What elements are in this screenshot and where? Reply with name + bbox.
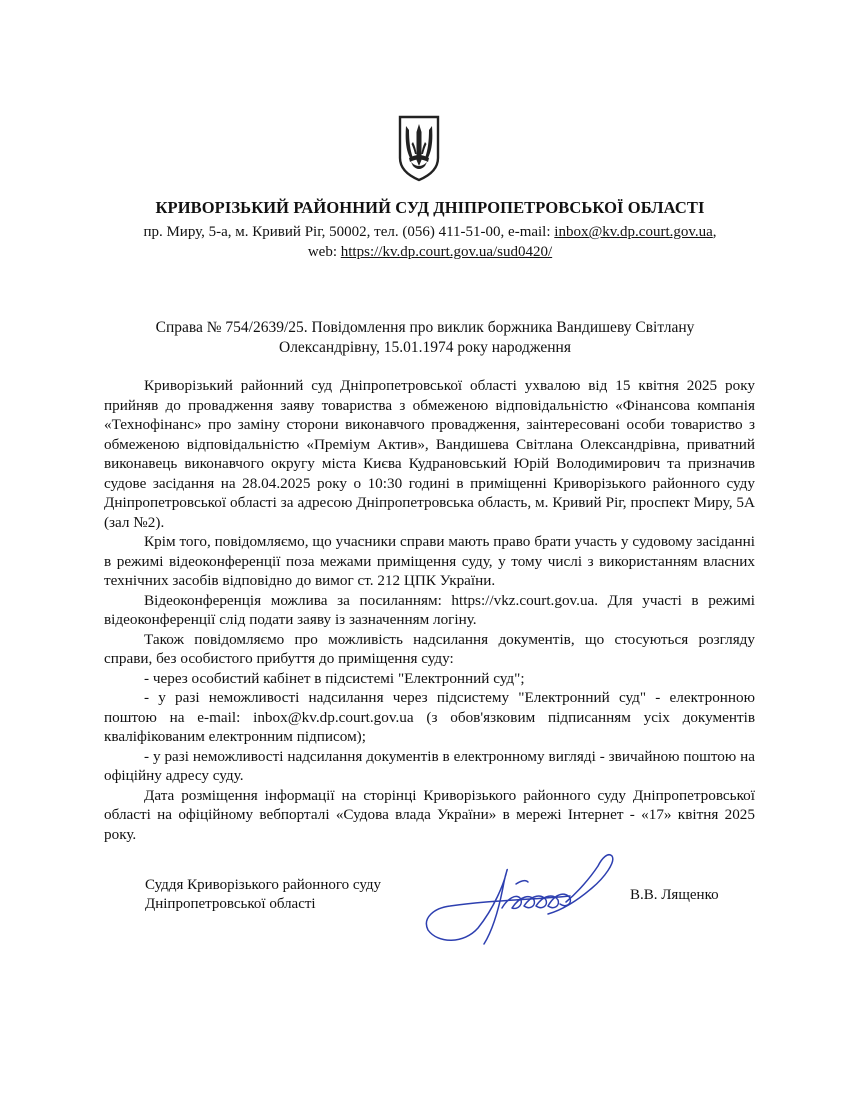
judge-title-line-2: Дніпропетровської області — [145, 896, 316, 912]
web-prefix: web: — [307, 244, 341, 260]
list-item-electronic-court: - через особистий кабінет в підсистемі "Електронний суд"; — [144, 669, 525, 687]
court-web-line — [60, 242, 800, 262]
court-address: пр. Миру, 5-а, м. Кривий Ріг, 50002, тел. (056) 411-51-00, e-mail: — [143, 224, 555, 240]
paragraph-publication-date: Дата розміщення інформації на сторінці Криворізького районного суду Дніпропетровської області на офіційному вебпорталі «Судова влада України» в мережі Інтернет - «17» квітня 2025 року. — [104, 786, 755, 843]
list-item-post: - у разі неможливості надсилання документів в електронному вигляді - звичайною поштою на офіційну адресу суду. — [104, 747, 755, 784]
court-web-link[interactable]: https://kv.dp.court.gov.ua/sud0420/ — [340, 244, 553, 260]
paragraph-videoconference-right: Крім того, повідомляємо, що учасники справи мають право брати участь у судовому засіданні в режимі відеоконференції поза межами приміщення суду, у тому числі з використанням власних технічних засобів відповідно до вимог ст. 212 ЦПК України. — [104, 533, 755, 589]
judge-title — [145, 876, 381, 914]
trident-emblem-icon — [397, 114, 441, 182]
judge-title-line-1: Суддя Криворізького районного суду — [145, 877, 382, 893]
notice-body — [104, 376, 755, 844]
court-contacts — [60, 222, 800, 262]
case-heading-line-2: Олександрівну, 15.01.1974 року народження — [279, 339, 571, 356]
judge-name: В.В. Лященко — [630, 887, 719, 903]
case-heading-line-1: Справа № 754/2639/25. Повідомлення про виклик боржника Вандишеву Світлану — [155, 319, 695, 336]
court-email-link[interactable]: inbox@kv.dp.court.gov.ua — [554, 224, 713, 240]
address-suffix: , — [712, 224, 717, 240]
handwritten-signature — [420, 848, 630, 948]
paragraph-videoconference-link: Відеоконференція можлива за посиланням: https://vkz.court.gov.ua. Для участі в режимі відеоконференції слід подати заяву із зазначенням логіну. — [104, 591, 755, 628]
paragraph-documents-submission: Також повідомляємо про можливість надсилання документів, що стосуються розгляду справи, без особистого прибуття до приміщення суду: — [104, 630, 755, 667]
court-address-line — [60, 222, 800, 242]
paragraph-ruling: Криворізький районний суд Дніпропетровської області ухвалою від 15 квітня 2025 року прийняв до провадження заяву товариства з обмеженою відповідальністю «Фінансова компанія «Технофінанс» про заміну сторони виконавчого провадження, заінтересовані особи товариство з обмеженою відповідальністю «Преміум Актив», Вандишева Світлана Олександрівна, приватний виконавець виконавчого округу міста Києва Кудрановський Юрій Володимирович та призначив судове засідання на 28.04.2025 року о 10:30 годині в приміщенні Криворізького районного суду Дніпропетровської області за адресою Дніпропетровська область, м. Кривий Ріг, проспект Миру, 5А (зал №2). — [104, 377, 755, 531]
case-heading — [100, 318, 750, 358]
court-name: КРИВОРІЗЬКИЙ РАЙОННИЙ СУД ДНІПРОПЕТРОВСЬКОЇ ОБЛАСТІ — [155, 198, 705, 217]
list-item-email: - у разі неможливості надсилання через підсистему "Електронний суд" - електронною поштою на e-mail: inbox@kv.dp.court.gov.ua (з обов'язковим підписанням усіх документів кваліфікованим електронним підписом); — [104, 689, 755, 745]
